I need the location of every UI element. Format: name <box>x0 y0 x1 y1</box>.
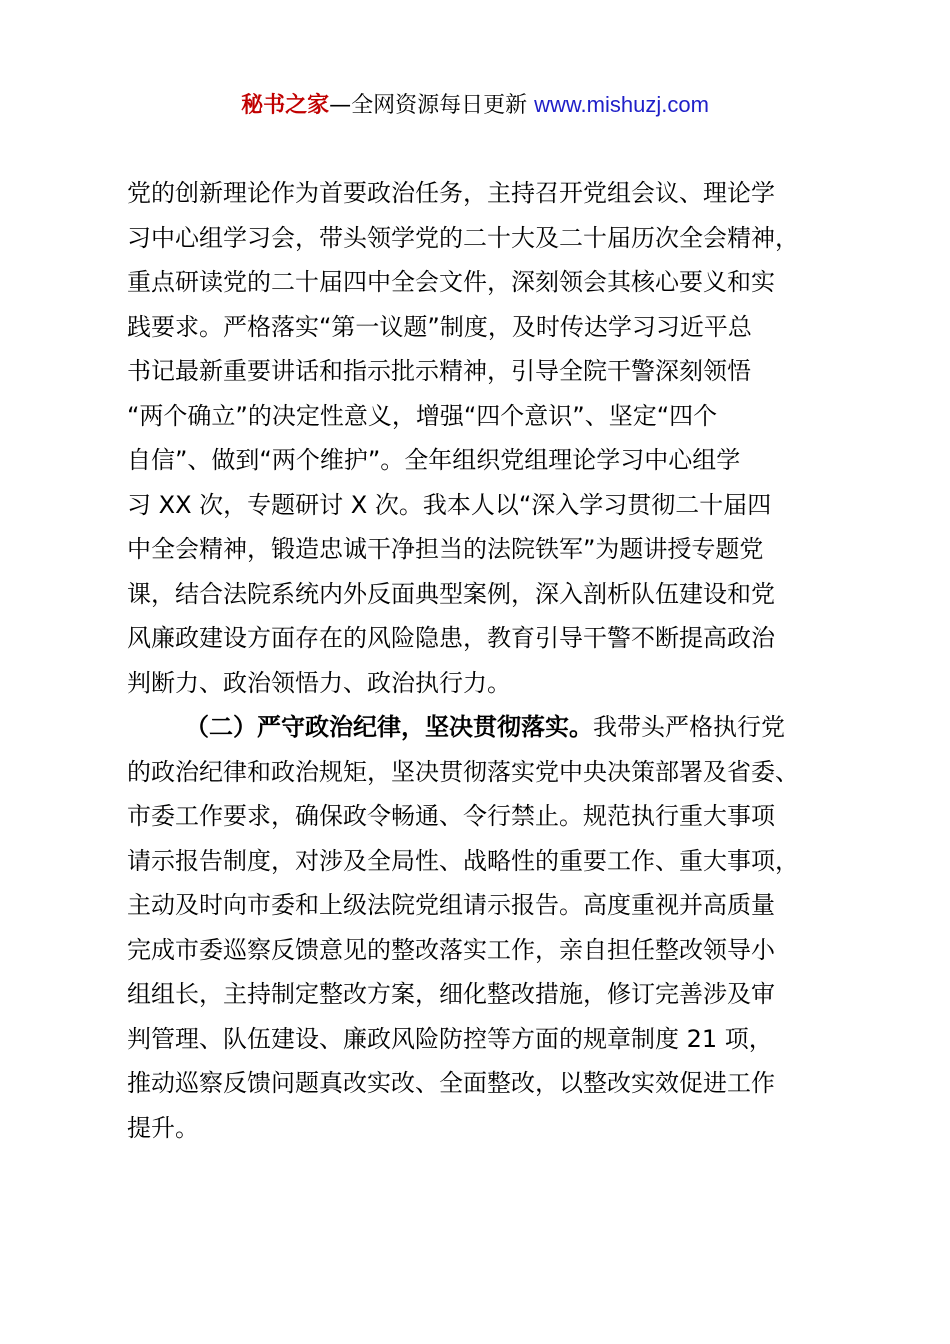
text-line: 自信”、做到“两个维护”。全年组织党组理论学习中心组学 <box>127 446 741 474</box>
text-line: 请示报告制度，对涉及全局性、战略性的重要工作、重大事项， <box>127 846 799 875</box>
text-line: 课，结合法院系统内外反面典型案例，深入剖析队伍建设和党 <box>127 579 775 608</box>
text-line: 践要求。严格落实“第一议题”制度，及时传达学习习近平总 <box>127 312 752 341</box>
section-heading: （二）严守政治纪律，坚决贯彻落实。 <box>185 713 593 741</box>
text-line: 组组长，主持制定整改方案，细化整改措施，修订完善涉及审 <box>127 980 775 1008</box>
text-line: 中全会精神，锻造忠诚干净担当的法院铁军”为题讲授专题党 <box>127 535 764 563</box>
text-line: 习中心组学习会，带头领学党的二十大及二十届历次全会精神， <box>127 223 799 252</box>
brand-name: 秘书之家 <box>241 93 330 118</box>
paragraph-2-first-line <box>127 705 837 750</box>
site-url-link[interactable]: www.mishuzj.com <box>534 92 709 117</box>
text-line: 书记最新重要讲话和指示批示精神，引导全院干警深刻领悟 <box>127 357 751 385</box>
text-fragment: 我带头严格执行党 <box>593 713 785 741</box>
text-line: “两个确立”的决定性意义，增强“四个意识”、坚定“四个 <box>127 401 718 430</box>
text-line: 主动及时向市委和上级法院党组请示报告。高度重视并高质量 <box>127 891 775 919</box>
text-line: 市委工作要求，确保政令畅通、令行禁止。规范执行重大事项 <box>127 802 775 830</box>
text-line: 党的创新理论作为首要政治任务，主持召开党组会议、理论学 <box>127 179 775 207</box>
text-line: 判断力、政治领悟力、政治执行力。 <box>127 668 511 697</box>
text-line: 习 XX 次，专题研讨 X 次。我本人以“深入学习贯彻二十届四 <box>127 490 772 519</box>
paragraph-1 <box>127 171 837 705</box>
paragraph-2 <box>127 705 837 1150</box>
text-line: 的政治纪律和政治规矩，坚决贯彻落实党中央决策部署及省委、 <box>127 757 799 786</box>
text-line: 风廉政建设方面存在的风险隐患，教育引导干警不断提高政治 <box>127 624 775 652</box>
document-body <box>127 171 837 1150</box>
document-header <box>0 88 950 123</box>
header-slogan: —全网资源每日更新 <box>329 93 535 118</box>
text-line: 完成市委巡察反馈意见的整改落实工作，亲自担任整改领导小 <box>127 935 775 964</box>
text-line: 判管理、队伍建设、廉政风险防控等方面的规章制度 21 项， <box>127 1024 773 1053</box>
text-line: 重点研读党的二十届四中全会文件，深刻领会其核心要义和实 <box>127 268 775 296</box>
text-line: 推动巡察反馈问题真改实改、全面整改，以整改实效促进工作 <box>127 1069 775 1097</box>
text-line: 提升。 <box>127 1113 199 1142</box>
